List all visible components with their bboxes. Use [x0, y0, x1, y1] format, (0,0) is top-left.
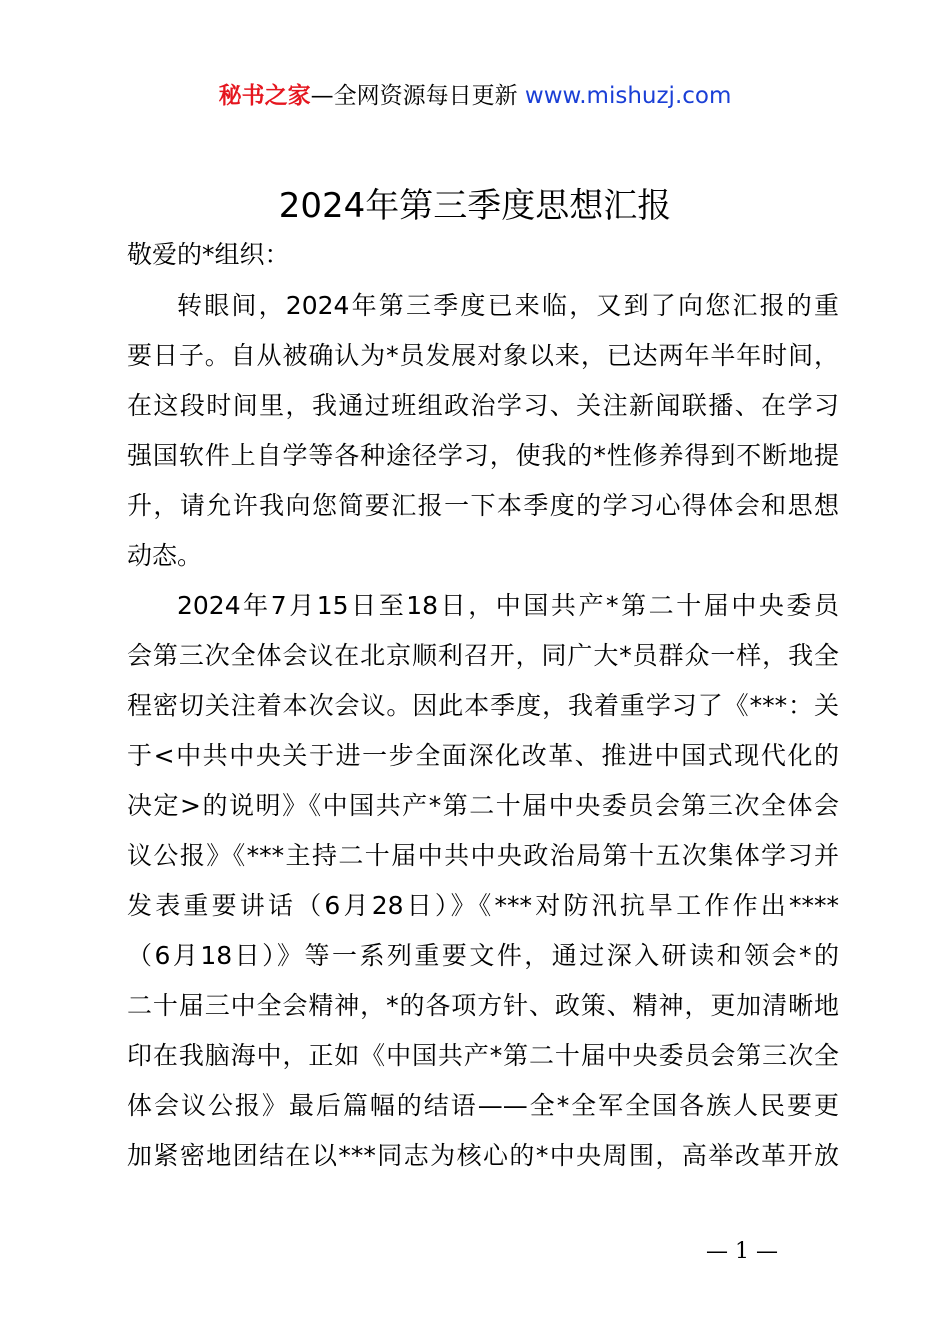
body-line: 要日子。自从被确认为*员发展对象以来，已达两年半年时间，: [127, 341, 839, 370]
body-line: 会第三次全体会议在北京顺利召开，同广大*员群众一样，我全: [127, 641, 839, 670]
site-url: www.mishuzj.com: [524, 83, 732, 109]
body-line: 2024年7月15日至18日，中国共产*第二十届中央委员: [177, 591, 839, 620]
page-number: — 1 —: [706, 1239, 778, 1264]
body-line: 议公报》《***主持二十届中共中央政治局第十五次集体学习并: [127, 841, 839, 870]
body-line: 升，请允许我向您简要汇报一下本季度的学习心得体会和思想: [127, 491, 839, 520]
document-title: 2024年第三季度思想汇报: [278, 186, 672, 226]
document-body: [127, 284, 839, 1184]
body-line: 二十届三中全会精神，*的各项方针、政策、精神，更加清晰地: [127, 991, 839, 1020]
body-line: 体会议公报》最后篇幅的结语——全*全军全国各族人民要更: [127, 1091, 839, 1120]
body-line: 转眼间，2024年第三季度已来临，又到了向您汇报的重: [177, 291, 839, 320]
salutation: 敬爱的*组织：: [127, 240, 290, 269]
body-line: 印在我脑海中，正如《中国共产*第二十届中央委员会第三次全: [127, 1041, 839, 1070]
site-watermark-header: [0, 80, 950, 112]
site-slogan: —全网资源每日更新: [310, 83, 518, 109]
body-line: 决定>的说明》《中国共产*第二十届中央委员会第三次全体会: [127, 791, 839, 820]
body-line: 于<中共中央关于进一步全面深化改革、推进中国式现代化的: [127, 741, 839, 770]
site-brand: 秘书之家: [218, 83, 311, 109]
body-line: 程密切关注着本次会议。因此本季度，我着重学习了《***：关: [127, 691, 839, 720]
body-line: （6月18日）》等一系列重要文件，通过深入研读和领会*的: [127, 941, 839, 970]
body-line: 发表重要讲话（6月28日）》《***对防汛抗旱工作作出****: [127, 891, 839, 920]
body-line: 强国软件上自学等各种途径学习，使我的*性修养得到不断地提: [127, 441, 839, 470]
body-line: 加紧密地团结在以***同志为核心的*中央周围，高举改革开放: [127, 1141, 839, 1170]
body-line: 动态。: [127, 541, 203, 570]
body-line: 在这段时间里，我通过班组政治学习、关注新闻联播、在学习: [127, 391, 839, 420]
